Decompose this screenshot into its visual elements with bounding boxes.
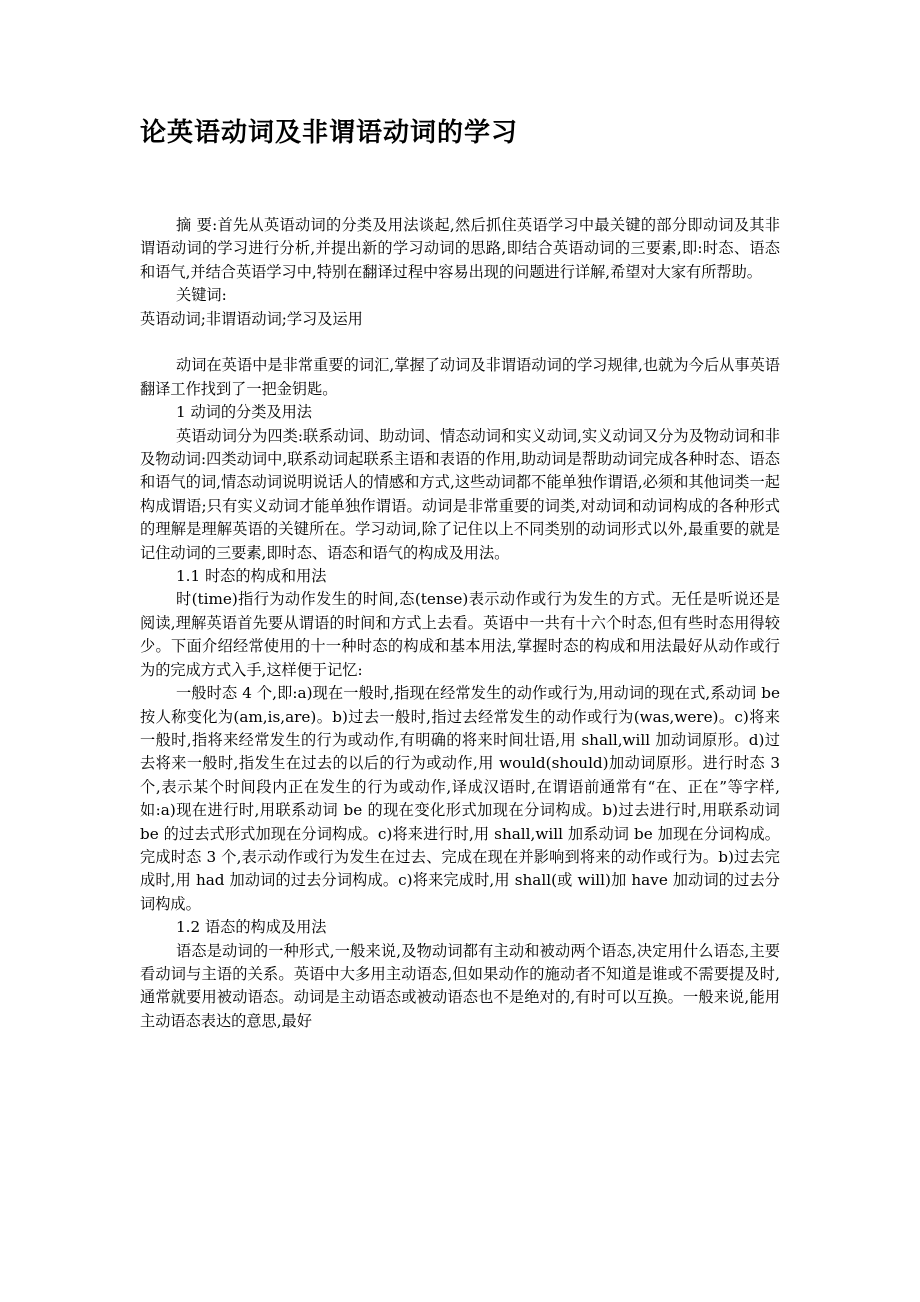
document-body [140, 214, 780, 1033]
subsection-heading-1-2: 1.2 语态的构成及用法 [176, 918, 327, 937]
subsection-1-1-paragraph-1: 时(time)指行为动作发生的时间,态(tense)表示动作或行为发生的方式。无任是听说还是阅读,理解英语首先要从谓语的时间和方式上去看。英语中一共有十六个时态,但有些时态用得较少。下面介绍经常使用的十一种时态的构成和基本用法,掌握时态的构成和用法最好从动作或行为的完成方式入手,这样便于记忆: [140, 590, 780, 679]
keywords-list: 英语动词;非谓语动词;学习及运用 [140, 309, 363, 328]
section-1-paragraph: 英语动词分为四类:联系动词、助动词、情态动词和实义动词,实义动词又分为及物动词和非及物动词:四类动词中,联系动词起联系主语和表语的作用,助动词是帮助动词完成各种时态、语态和语气的词,情态动词说明说话人的情感和方式,这些动词都不能单独作谓语,必须和其他词类一起构成谓语;只有实义动词才能单独作谓语。动词是非常重要的词类,对动词和动词构成的各种形式的理解是理解英语的关键所在。学习动词,除了记住以上不同类别的动词形式以外,最重要的就是记住动词的三要素,即时态、语态和语气的构成及用法。 [140, 426, 780, 562]
page-title: 论英语动词及非谓语动词的学习 [140, 118, 519, 148]
subsection-heading-1-1: 1.1 时态的构成和用法 [176, 567, 327, 586]
intro-paragraph: 动词在英语中是非常重要的词汇,掌握了动词及非谓语动词的学习规律,也就为今后从事英语翻译工作找到了一把金钥匙。 [140, 356, 780, 398]
keywords-label: 关键词: [176, 286, 227, 305]
subsection-1-1-paragraph-2: 一般时态 4 个,即:a)现在一般时,指现在经常发生的动作或行为,用动词的现在式,系动词 be 按人称变化为(am,is,are)。b)过去一般时,指过去经常发生的动作或行为(was,were)。c)将来一般时,指将来经常发生的行为或动作,有明确的将来时间壮语,用 shall,will 加动词原形。d)过去将来一般时,指发生在过去的以后的行为或动作,用 would(should)加动词原形。进行时态 3 个,表示某个时间段内正在发生的行为或动作,译成汉语时,在谓语前通常有“在、正在”等字样,如:a)现在进行时,用联系动词 be 的现在变化形式加现在分词构成。b)过去进行时,用联系动词 be 的过去式形式加现在分词构成。c)将来进行时,用 shall,will 加系动词 be 加现在分词构成。完成时态 3 个,表示动作或行为发生在过去、完成在现在并影响到将来的动作或行为。b)过去完成时,用 had 加动词的过去分词构成。c)将来完成时,用 shall(或 will)加 have 加动词的过去分词构成。 [140, 684, 780, 913]
abstract-paragraph: 摘 要:首先从英语动词的分类及用法谈起,然后抓住英语学习中最关键的部分即动词及其非谓语动词的学习进行分析,并提出新的学习动词的思路,即结合英语动词的三要素,即:时态、语态和语气,并结合英语学习中,特别在翻译过程中容易出现的问题进行详解,希望对大家有所帮助。 [140, 216, 780, 281]
subsection-1-2-paragraph: 语态是动词的一种形式,一般来说,及物动词都有主动和被动两个语态,决定用什么语态,主要看动词与主语的关系。英语中大多用主动语态,但如果动作的施动者不知道是谁或不需要提及时,通常就要用被动语态。动词是主动语态或被动语态也不是绝对的,有时可以互换。一般来说,能用主动语态表达的意思,最好 [140, 941, 780, 1030]
section-heading-1: 1 动词的分类及用法 [176, 403, 312, 422]
spacer [140, 331, 780, 354]
